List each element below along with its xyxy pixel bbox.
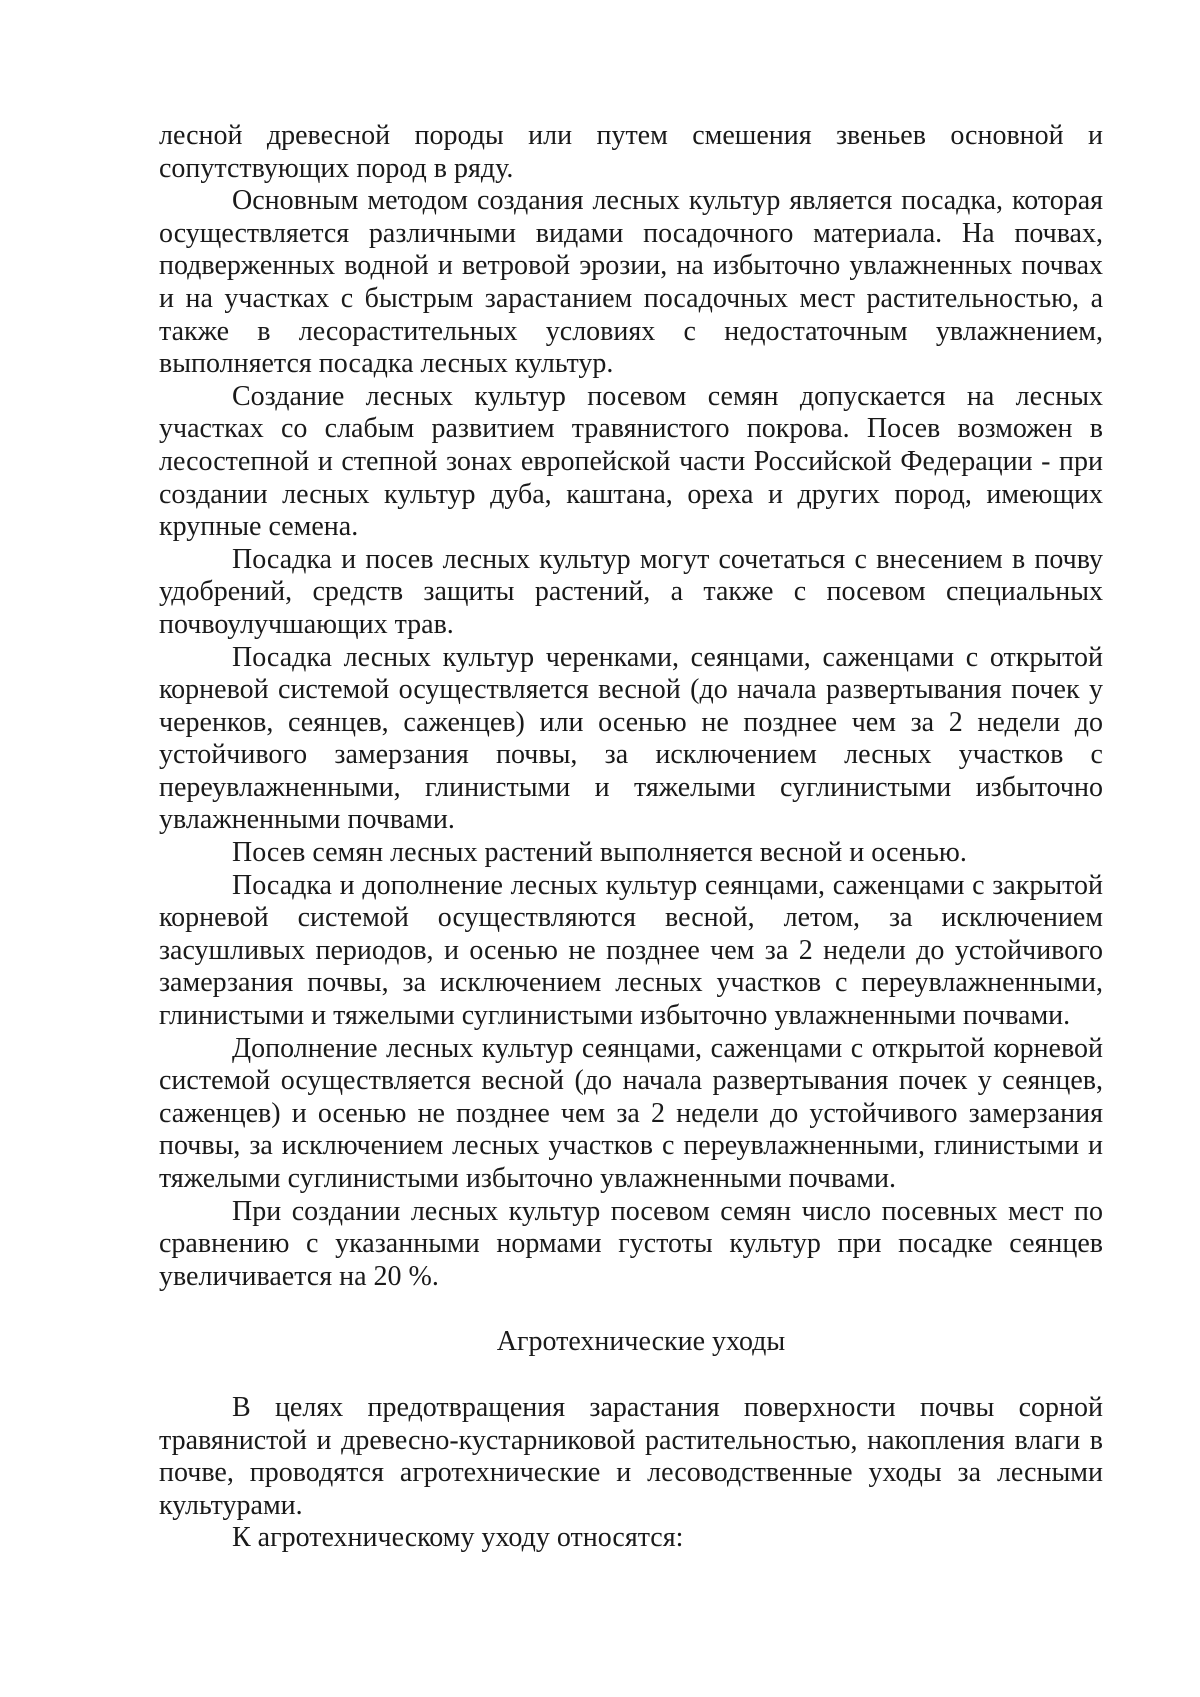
paragraph-seed-sowing: Создание лесных культур посевом семян допускается на лесных участках со слабым развитием травянистого покрова. Посев возможен в лесостепной и степной зонах европейской части Российской Федерации - при создании лесных культур дуба, каштана, ореха и других пород, имеющих крупные семена.	[159, 380, 1103, 543]
section-heading: Агротехнические уходы	[496, 1326, 786, 1358]
document-page	[159, 120, 1103, 1555]
paragraph-open-root-planting: Посадка лесных культур черенками, сеянцами, саженцами с открытой корневой системой осуществляется весной (до начала развертывания почек у черенков, сеянцев, саженцев) или осенью не позднее чем за 2 недели до устойчивого замерзания почвы, за исключением лесных участков с переувлажненными, глинистыми и тяжелыми суглинистыми избыточно увлажненными почвами.	[159, 641, 1103, 836]
paragraph-planting-method: Основным методом создания лесных культур является посадка, которая осуществляется различными видами посадочного материала. На почвах, подверженных водной и ветровой эрозии, на избыточно увлажненных почвах и на участках с быстрым зарастанием посадочных мест растительностью, а также в лесорастительных условиях с недостаточным увлажнением, выполняется посадка лесных культур.	[159, 185, 1103, 380]
paragraph-care-list-intro: К агротехническому уходу относятся:	[232, 1522, 684, 1554]
paragraph-sowing-season: Посев семян лесных растений выполняется весной и осенью.	[232, 837, 967, 869]
paragraph-closed-root-planting: Посадка и дополнение лесных культур сеянцами, саженцами с закрытой корневой системой осуществляются весной, летом, за исключением засушливых периодов, и осенью не позднее чем за 2 недели до устойчивого замерзания почвы, за исключением лесных участков с переувлажненными, глинистыми и тяжелыми суглинистыми избыточно увлажненными почвами.	[159, 869, 1103, 1032]
paragraph-sowing-density: При создании лесных культур посевом семян число посевных мест по сравнению с указанными нормами густоты культур при посадке сеянцев увеличивается на 20 %.	[159, 1195, 1103, 1292]
paragraph-fertilizers: Посадка и посев лесных культур могут сочетаться с внесением в почву удобрений, средств защиты растений, а также с посевом специальных почвоулучшающих трав.	[159, 543, 1103, 640]
paragraph-open-root-supplement: Дополнение лесных культур сеянцами, саженцами с открытой корневой системой осуществляется весной (до начала развертывания почек у сеянцев, саженцев) и осенью не позднее чем за 2 недели до устойчивого замерзания почвы, за исключением лесных участков с переувлажненными, глинистыми и тяжелыми суглинистыми избыточно увлажненными почвами.	[159, 1032, 1103, 1194]
paragraph-continuation: лесной древесной породы или путем смешения звеньев основной и сопутствующих пород в ряду.	[159, 120, 1103, 184]
paragraph-care-purpose: В целях предотвращения зарастания поверхности почвы сорной травянистой и древесно-кустарниковой растительностью, накопления влаги в почве, проводятся агротехнические и лесоводственные уходы за лесными культурами.	[159, 1391, 1103, 1521]
